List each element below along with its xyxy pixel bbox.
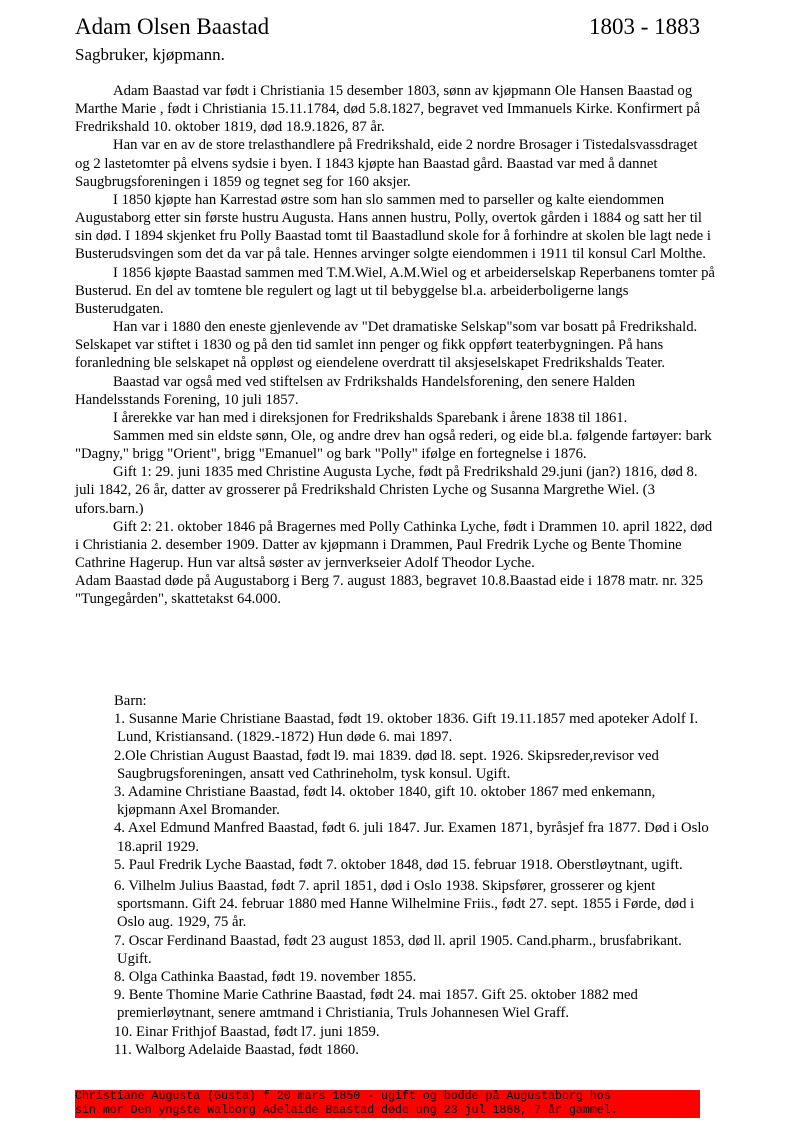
child-entry: 9. Bente Thomine Marie Cathrine Baastad, født 24. mai 1857. Gift 25. oktober 1882 med premierløytnant, senere amtmand i Christiania, Truls Johannesen Wiel Graff. [114,987,638,1022]
child-entry: 5. Paul Fredrik Lyche Baastad, født 7. oktober 1848, død 15. februar 1918. Oberstløytnant, ugift. [114,856,683,873]
paragraph-shipping: Sammen med sin eldste sønn, Ole, og andre drev han også rederi, og eide bl.a. følgende fartøyer: bark "Dagny," brigg "Orient", brigg "Emanuel" og bark "Polly" ifølge en fortegnelse i 1876. [75,427,712,463]
child-entry: 1. Susanne Marie Christiane Baastad, født 19. oktober 1836. Gift 19.11.1857 med apoteker Adolf I. Lund, Kristiansand. (1829.-1872) Hun døde 6. mai 1897. [114,711,698,746]
paragraph-timber-trade: Han var en av de store trelasthandlere på Fredrikshald, eide 2 nordre Brosager i Tistedalsvassdraget og 2 lastetomter på elvens sydsie i byen. I 1843 kjøpte han Baastad gård. Baastad var med å dannet Saugbrugsforeningen i 1859 og tegnet seg for 160 aksjer. [75,137,698,190]
paragraph-savings-bank: I årerekke var han med i direksjonen for Fredrikshalds Sparebank i årene 1838 til 1861. [113,409,628,426]
person-name: Adam Olsen Baastad [75,14,270,39]
paragraph-birth: Adam Baastad var født i Christiania 15 desember 1803, sønn av kjøpmann Ole Hansen Baastad og Marthe Marie , født i Christiania 15.11.1784, død 5.8.1827, begravet ved Immanuels Kirke. Konfirmert på Fredrikshald 10. oktober 1819, død 18.9.1826, 87 år. [75,83,701,136]
child-entry: 7. Oscar Ferdinand Baastad, født 23 august 1853, død ll. april 1905. Cand.pharm., brusfabrikant. Ugift. [114,932,682,967]
child-entry: 2.Ole Christian August Baastad, født l9. mai 1839. død l8. sept. 1926. Skipsreder,revisor ved Saugbrugsforeningen, ansatt ved Cathrineholm, tysk konsul. Ugift. [114,747,659,782]
paragraph-augustaborg: I 1850 kjøpte han Karrestad østre som han slo sammen med to parseller og kalte eiendommen Augustaborg etter sin første hustru Augusta. Hans annen hustru, Polly, overtok gården i 1884 og satt her til sin død. I 1894 skjenket fru Polly Baastad tomt til Baastadlund skole for å forhindre at skolen ble lagt nede i Busterudsvingen som det da var på tale. Hennes arvinger solgte eiendommen i 1911 til konsul Carl Molthe. [75,191,711,263]
child-entry: 10. Einar Frithjof Baastad, født l7. juni 1859. [114,1023,380,1040]
child-entry: 11. Walborg Adelaide Baastad, født 1860. [114,1041,359,1058]
child-entry: 8. Olga Cathinka Baastad, født 19. november 1855. [114,969,417,986]
children-heading: Barn: [114,693,147,709]
paragraph-trade-association: Baastad var også med ved stiftelsen av Frdrikshalds Handelsforening, den senere Halden Handelsstands Forening, 10 juli 1857. [75,373,636,408]
children-list [114,692,714,1059]
child-entry: 3. Adamine Christiane Baastad, født l4. oktober 1840, gift 10. oktober 1867 med enkemann, kjøpmann Axel Bromander. [114,784,656,819]
paragraph-death: Adam Baastad døde på Augustaborg i Berg 7. august 1883, begravet 10.8.Baastad eide i 1878 matr. nr. 325 "Tungegården", skattetakst 64.000. [75,573,704,608]
note-line: sin mor Den yngste Walborg Adelaide Baastad døde ung 23 jul 1868, 7 år gammel. [75,1104,618,1117]
paragraph-marriage-1: Gift 1: 29. juni 1835 med Christine Augusta Lyche, født på Fredrikshald 29.juni (jan?) 1816, død 8. juli 1842, 26 år, datter av grosserer på Fredrikshald Christen Lyche og Susanna Margrethe Wiel. (3 ufors.barn.) [75,464,698,517]
biography-body [75,82,715,609]
life-years: 1803 - 1883 [589,14,701,39]
child-entry: 4. Axel Edmund Manfred Baastad, født 6. juli 1847. Jur. Examen 1871, byråsjef fra 1877. Død i Oslo 18.april 1929. [114,820,709,855]
paragraph-reperbanen: I 1856 kjøpte Baastad sammen med T.M.Wiel, A.M.Wiel og et arbeiderselskap Reperbanens tomter på Busterud. En del av tomtene ble regulert og lagt ut til bebyggelse bl.a. arbeiderboligerne langs Busterudgaten. [75,264,715,317]
paragraph-theatre: Han var i 1880 den eneste gjenlevende av "Det dramatiske Selskap"som var bosatt på Fredrikshald. Selskapet var stiftet i 1830 og på den tid samlet inn penger og fikk oppført teaterbygningen. På hans foranledning ble selskapet nå oppløst og eiendelene overdratt til aksjeselskapet Fredrikshalds Teater. [75,319,698,372]
highlighted-note [75,1090,700,1118]
paragraph-marriage-2: Gift 2: 21. oktober 1846 på Bragernes med Polly Cathinka Lyche, født i Drammen 10. april 1822, død i Christiania 2. desember 1909. Datter av kjøpmann i Drammen, Paul Fredrik Lyche og Bente Thomine Cathrine Hagerup. Hun var altså søster av jernverkseier Adolf Theodor Lyche. [75,518,713,572]
child-entry: 6. Vilhelm Julius Baastad, født 7. april 1851, død i Oslo 1938. Skipsfører, grosserer og kjent sportsmann. Gift 24. februar 1880 med Hanne Wilhelmine Friis., født 27. sept. 1855 i Førde, død i Oslo aug. 1929, 75 år. [114,878,695,931]
note-line: Christiane Augusta (Gusta) f 20 mars 1850 - ugift og bodde på Augustaborg hos [75,1090,611,1103]
occupation: Sagbruker, kjøpmann. [75,45,225,64]
